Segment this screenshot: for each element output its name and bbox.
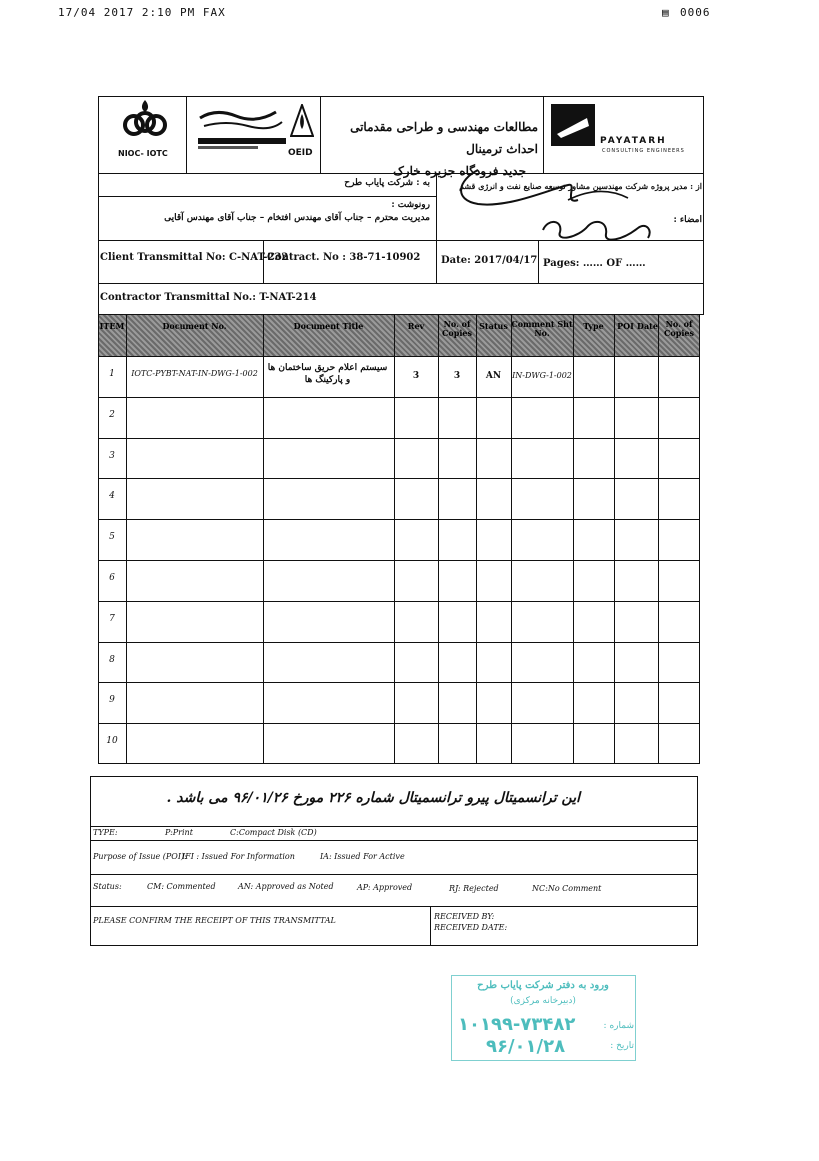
project-title-line2: جدید فرودگاه جزیره خارک [393, 164, 526, 178]
table-row [98, 601, 700, 642]
cell-status: AN [485, 371, 502, 381]
poi-ia: IA: Issued For Active [320, 852, 405, 861]
oeid-label: OEID [288, 148, 313, 158]
table-row [98, 519, 700, 560]
to-field: به : شرکت پایاب طرح [344, 178, 430, 188]
table-row [98, 682, 700, 723]
type-label: TYPE: [93, 828, 118, 837]
th-item: ITEM [99, 321, 125, 331]
cell-document-title: سیستم اعلام حریق ساختمان ها و پارکینگ ها [267, 363, 388, 385]
fax-header-right: 0006 [680, 6, 711, 19]
status-cm: CM: Commented [147, 882, 216, 891]
status-rj: RJ: Rejected [449, 884, 499, 893]
type-cd: C:Compact Disk (CD) [230, 828, 317, 837]
status-label: Status: [93, 882, 122, 891]
stamp-date-label: تاریخ : [610, 1041, 634, 1051]
handwritten-signature [448, 160, 678, 250]
cell-item: 9 [109, 695, 115, 705]
from-field: از : مدیر پروژه شرکت مهندسین مشاور توسعه صنایع نفت و انرژی قشم [459, 181, 702, 191]
th-date: Date [637, 321, 658, 331]
table-row [98, 478, 700, 519]
cell-item: 8 [109, 655, 115, 665]
table-row [98, 356, 700, 397]
pages-field: Pages: …… OF …… [543, 258, 646, 269]
table-row [98, 642, 700, 683]
oeid-emblem [290, 104, 314, 138]
transmittal-date: Date: 2017/04/17 [441, 255, 538, 266]
stamp-number: ۱۰۱۹۹-۷۳۴۸۲ [458, 1014, 576, 1035]
contractor-transmittal: Contractor Transmittal No.: T-NAT-214 [100, 292, 317, 303]
status-an: AN: Approved as Noted [238, 882, 334, 891]
cell-item: 10 [106, 736, 118, 746]
signature-label: امضاء : [673, 215, 702, 225]
project-title-line1: مطالعات مهندسی و طراحی مقدماتی احداث ترمینال [350, 120, 538, 156]
cell-item: 3 [109, 451, 115, 461]
nioc-label: NIOC- IOTC [118, 149, 168, 158]
table-row [98, 723, 700, 764]
poi-label: Purpose of Issue (POI): [93, 852, 187, 861]
cell-item: 7 [109, 614, 115, 624]
cell-comment-sht: IN-DWG-1-002 [512, 371, 572, 380]
fax-header-left: 17/04 2017 2:10 PM FAX [58, 6, 226, 19]
payatarh-logo-icon [551, 104, 595, 146]
cc-label: رونوشت : [391, 200, 430, 210]
cell-item: 2 [109, 410, 115, 420]
payatarh-sub: CONSULTING ENGINEERS [602, 148, 685, 154]
stamp-number-label: شماره : [603, 1021, 634, 1031]
th-document-title: Document Title [293, 321, 364, 331]
th-poi: POI [617, 321, 634, 331]
transmittal-note: این ترانسمیتال پیرو ترانسمیتال شماره ۲۲۶ مورخ ۹۶/۰۱/۲۶ می باشد . [166, 790, 580, 806]
table-row [98, 397, 700, 438]
nioc-logo [120, 98, 170, 138]
cell-item: 1 [109, 369, 115, 379]
cell-item: 4 [109, 491, 115, 501]
stamp-title: ورود به دفتر شرکت پایاب طرح [477, 980, 609, 991]
th-no-copies: No. of Copies [664, 319, 694, 338]
table-row [98, 438, 700, 479]
stamp-date: ۹۶/۰۱/۲۸ [486, 1036, 566, 1057]
stamp-subtitle: (دبیرخانه مرکزی) [510, 996, 576, 1006]
type-print: P:Print [165, 828, 193, 837]
cell-item: 5 [109, 532, 115, 542]
fax-page-icon: ▤ [662, 6, 670, 19]
client-transmittal: Client Transmittal No: C-NAT-232 [100, 252, 289, 263]
contract-number: Contract. No : 38-71-10902 [267, 252, 421, 263]
th-copies: No. of Copies [442, 319, 472, 338]
cell-item: 6 [109, 573, 115, 583]
cell-document-no: IOTC-PYBT-NAT-IN-DWG-1-002 [131, 369, 258, 378]
th-status: Status [479, 321, 508, 331]
reception-stamp [451, 975, 636, 1061]
th-document-no: Document No. [162, 321, 227, 331]
th-type: Type [583, 321, 604, 331]
status-ap: AP: Approved [357, 883, 413, 892]
poi-ifi: IFI : Issued For Information [182, 852, 295, 861]
received-date: RECEIVED DATE: [434, 923, 508, 932]
cc-text: مدیریت محترم – جناب آقای مهندس افتخام – جناب آقای مهندس آقایی [164, 213, 430, 223]
cell-copies: 3 [453, 371, 461, 381]
received-by: RECEIVED BY: [434, 912, 495, 921]
cell-rev: 3 [412, 371, 420, 381]
th-comment-sht: Comment Sht No. [511, 319, 573, 338]
th-rev: Rev [407, 321, 425, 331]
status-nc: NC:No Comment [532, 884, 602, 893]
table-row [98, 560, 700, 601]
payatarh-name: PAYATARH [600, 136, 667, 146]
confirm-receipt: PLEASE CONFIRM THE RECEIPT OF THIS TRANSMITTAL [93, 916, 336, 925]
oeid-logo-text [196, 104, 288, 152]
